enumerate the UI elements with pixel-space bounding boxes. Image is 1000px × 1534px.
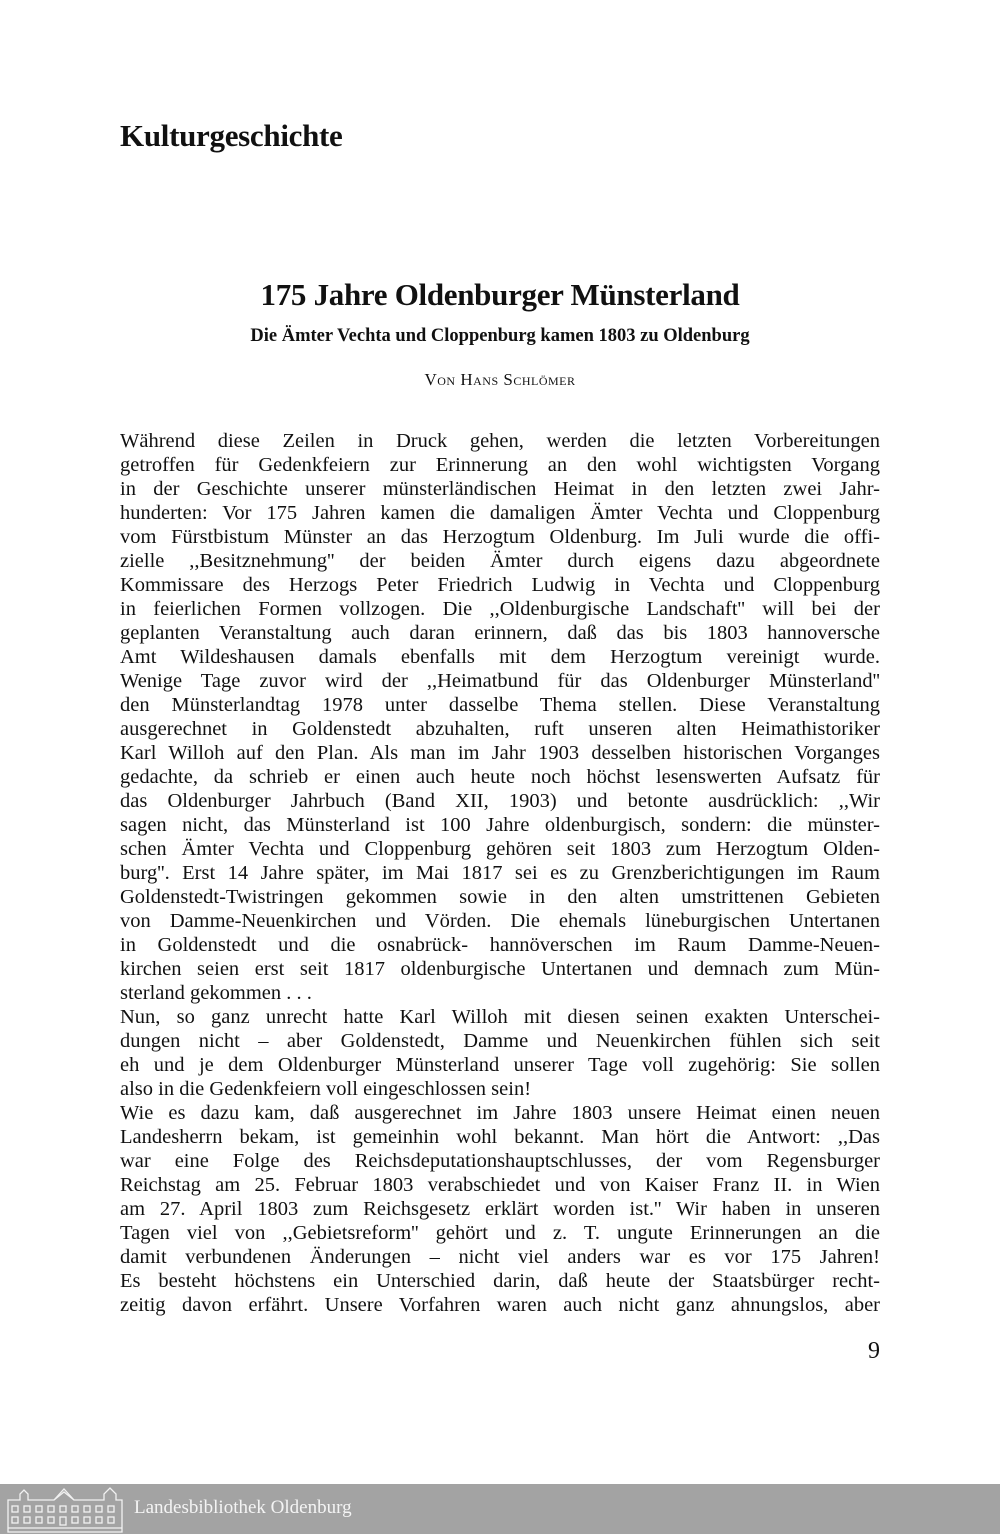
- section-heading: Kulturgeschichte: [120, 118, 343, 153]
- text-line: Wie es dazu kam, daß ausgerechnet im Jahre 1803 unsere Heimat einen neuen: [120, 1102, 880, 1124]
- text-line: Während diese Zeilen in Druck gehen, werden die letzten Vorbereitungen: [120, 430, 880, 452]
- text-line: Landesherrn bekam, ist gemeinhin wohl bekannt. Man hört die Antwort: ,,Das: [120, 1126, 880, 1148]
- text-line: in der Geschichte unserer münsterländischen Heimat in den letzten zwei Jahr-: [120, 478, 880, 500]
- text-line: kirchen seien erst seit 1817 oldenburgische Untertanen und demnach zum Mün-: [120, 958, 880, 980]
- text-line: Kommissare des Herzogs Peter Friedrich Ludwig in Vechta und Cloppenburg: [120, 574, 880, 596]
- text-line: geplanten Veranstaltung auch daran erinnern, daß das bis 1803 hannoversche: [120, 622, 880, 644]
- text-line: burg''. Erst 14 Jahre später, im Mai 1817 sei es zu Grenzberichtigungen im Raum: [120, 862, 880, 884]
- text-line: das Oldenburger Jahrbuch (Band XII, 1903) und betonte ausdrücklich: ,,Wir: [120, 790, 880, 812]
- text-line: war eine Folge des Reichsdeputationshauptschlusses, der vom Regensburger: [120, 1150, 880, 1172]
- text-line: Goldenstedt-Twistringen gekommen sowie in den alten umstrittenen Gebieten: [120, 886, 880, 908]
- text-line: eh und je dem Oldenburger Münsterland unserer Tage voll zugehörig: Sie sollen: [120, 1054, 880, 1076]
- text-line: gedachte, da schrieb er einen auch heute noch höchst lesenswerten Aufsatz für: [120, 766, 880, 788]
- text-line: Wenige Tage zuvor wird der ,,Heimatbund für das Oldenburger Münsterland'': [120, 670, 880, 692]
- text-line: dungen nicht – aber Goldenstedt, Damme und Neuenkirchen fühlen sich seit: [120, 1030, 880, 1052]
- text-line: von Damme-Neuenkirchen und Vörden. Die ehemals lüneburgischen Untertanen: [120, 910, 880, 932]
- text-line: getroffen für Gedenkfeiern zur Erinnerung an den wohl wichtigsten Vorgang: [120, 454, 880, 476]
- footer-bar: [0, 1484, 1000, 1534]
- text-line: Amt Wildeshausen damals ebenfalls mit dem Herzogtum vereinigt wurde.: [120, 646, 880, 668]
- page-number: 9: [868, 1338, 880, 1364]
- article-body: [120, 429, 880, 1317]
- text-line: sagen nicht, das Münsterland ist 100 Jahre oldenburgisch, sondern: die münster-: [120, 814, 880, 836]
- text-line: also in die Gedenkfeiern voll eingeschlossen sein!: [120, 1078, 532, 1100]
- text-line: in feierlichen Formen vollzogen. Die ,,Oldenburgische Landschaft'' will bei der: [120, 598, 880, 620]
- article-subtitle: Die Ämter Vechta und Cloppenburg kamen 1803 zu Oldenburg: [250, 326, 750, 346]
- text-line: den Münsterlandtag 1978 unter dasselbe Thema stellen. Diese Veranstaltung: [120, 694, 880, 716]
- text-line: damit verbundenen Änderungen – nicht viel anders war es vor 175 Jahren!: [120, 1246, 880, 1268]
- text-line: in Goldenstedt und die osnabrück- hannöverschen im Raum Damme-Neuen-: [120, 934, 880, 956]
- text-line: zeitig davon erfährt. Unsere Vorfahren waren auch nicht ganz ahnungslos, aber: [120, 1294, 880, 1316]
- text-line: zielle ,,Besitznehmung'' der beiden Ämter durch eigens dazu abgeordnete: [120, 550, 880, 572]
- text-line: am 27. April 1803 zum Reichsgesetz erklärt worden ist.'' Wir haben in unseren: [120, 1198, 880, 1220]
- text-line: Es besteht höchstens ein Unterschied darin, daß heute der Staatsbürger recht-: [120, 1270, 880, 1292]
- author-byline: Von Hans Schlömer: [424, 370, 576, 389]
- library-name: Landesbibliothek Oldenburg: [134, 1497, 352, 1518]
- text-line: vom Fürstbistum Münster an das Herzogtum Oldenburg. Im Juli wurde die offi-: [120, 526, 880, 548]
- text-line: Reichstag am 25. Februar 1803 verabschiedet und von Kaiser Franz II. in Wien: [120, 1174, 880, 1196]
- text-line: hunderten: Vor 175 Jahren kamen die damaligen Ämter Vechta und Cloppenburg: [120, 502, 880, 524]
- library-building-logo-icon: [6, 1486, 124, 1534]
- text-line: schen Ämter Vechta und Cloppenburg gehören seit 1803 zum Herzogtum Olden-: [120, 838, 880, 860]
- text-line: Tagen viel von ,,Gebietsreform'' gehört und z. T. ungute Erinnerungen an die: [120, 1222, 880, 1244]
- text-line: Karl Willoh auf den Plan. Als man im Jahr 1903 desselben historischen Vorganges: [120, 742, 880, 764]
- article-title: 175 Jahre Oldenburger Münsterland: [260, 277, 740, 312]
- text-line: Nun, so ganz unrecht hatte Karl Willoh mit diesen seinen exakten Unterschei-: [120, 1006, 880, 1028]
- text-line: sterland gekommen . . .: [120, 982, 312, 1004]
- text-line: ausgerechnet in Goldenstedt abzuhalten, ruft unseren alten Heimathistoriker: [120, 718, 880, 740]
